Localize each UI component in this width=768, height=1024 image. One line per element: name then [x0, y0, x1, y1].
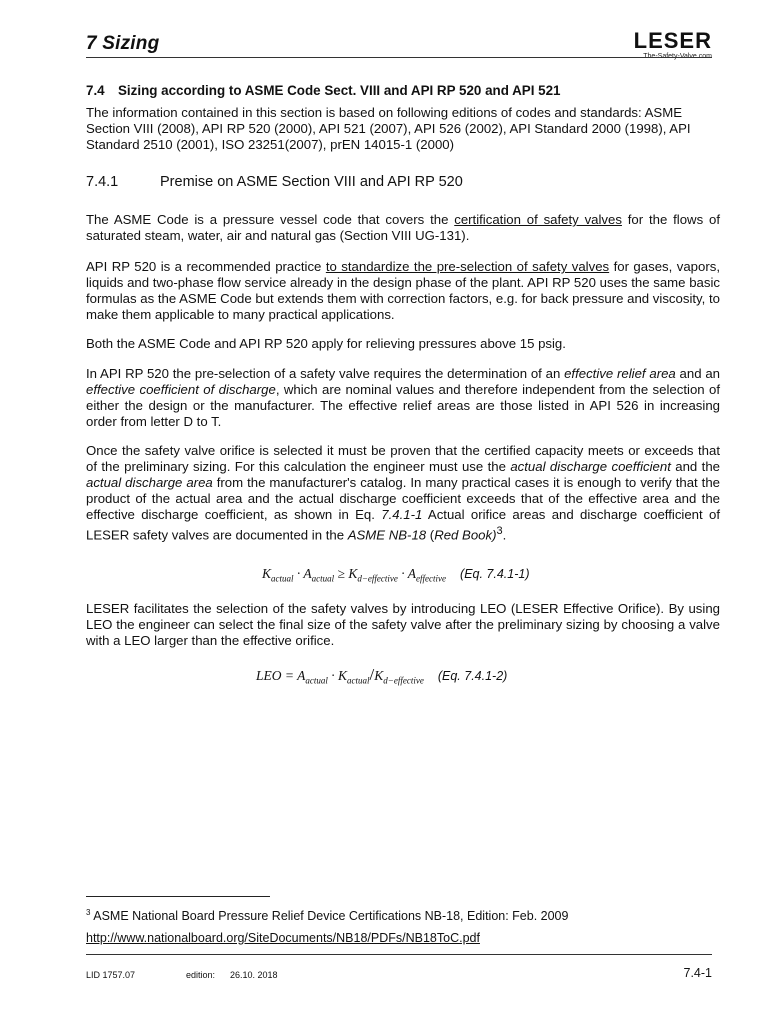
text-run: Once the safety valve orifice is selected it must be proven that the certified capacity meets or exceeds that of the preliminary sizing. For this calculation the engineer must use the — [86, 443, 720, 474]
section-intro: The information contained in this section is based on following editions of codes and standards: ASME Section VIII (2008), API RP 520 (2000), API 521 (2007), API 526 (2002), API Standard 2000 (1998), API Standard 2510 (2001), ISO 23251(2007), prEN 14015-1 (2000) — [86, 105, 691, 152]
footnote-link-row — [86, 931, 480, 945]
eq-symbol: A — [303, 566, 312, 581]
text-run: from the manufacturer's catalog. In many practical cases it is enough to verify that the product of the actual area and the actual discharge coefficient exceeds that of the effective area and the effective discharge coefficient, as shown in Eq. — [86, 475, 721, 522]
eq-operator: / — [369, 665, 375, 684]
text-run: . — [502, 527, 507, 543]
italic-text: effective coefficient of discharge — [86, 382, 276, 397]
footer-divider — [86, 954, 712, 955]
italic-text: actual discharge area — [86, 475, 213, 490]
text-run: , which are nominal values and therefore independent from the selection of either the design or the manufacturer. The effective relief areas are those listed in API 526 in increasing order from letter D to T. — [86, 382, 720, 429]
footnote-body: ASME National Board Pressure Relief Device Certifications NB-18, Edition: Feb. 2009 — [90, 909, 569, 924]
italic-text: actual discharge coefficient — [510, 459, 671, 474]
header-divider — [86, 57, 712, 58]
eq-symbol: LEO — [256, 668, 282, 683]
italic-text: ASME NB-18 — [347, 527, 427, 543]
footnote-number: 3 — [86, 908, 91, 917]
text-run: The ASME Code is a pressure vessel code that covers the — [86, 212, 455, 227]
text-run: In API RP 520 the pre-selection of a safety valve requires the determination of an — [86, 366, 565, 381]
section-title: Sizing according to ASME Code Sect. VIII and API RP 520 and API 521 — [118, 83, 561, 98]
logo-tagline: The-Safety-Valve.com — [643, 53, 712, 60]
text-run: and the — [670, 459, 720, 474]
eq-symbol: K — [262, 566, 272, 581]
equation-7-4-1-2 — [256, 665, 507, 686]
italic-text: Red Book) — [434, 527, 497, 543]
text-run: API RP 520 is a recommended practice — [86, 259, 326, 274]
eq-subscript: d−effective — [383, 675, 424, 686]
section-number: 7.4 — [86, 83, 105, 98]
eq-symbol: A — [407, 566, 417, 581]
text-run: for the flows of saturated steam, water, air and natural gas (Section VIII UG-131). — [86, 212, 720, 243]
eq-operator: ≥ — [334, 566, 349, 581]
eq-symbol: K — [374, 668, 384, 683]
eq-subscript: effective — [416, 573, 447, 584]
paragraph-api-rp-520 — [86, 259, 720, 323]
equation-label: (Eq. 7.4.1-2) — [437, 669, 508, 683]
paragraph-orifice-verification — [86, 443, 720, 543]
subsection-title: Premise on ASME Section VIII and API RP 520 — [160, 174, 463, 190]
paragraph-leo: LESER facilitates the selection of the safety valves by introducing LEO (LESER Effective Orifice). By using LEO the engineer can select the final size of the safety valve after the preliminary sizing by choosing a valve with a LEO larger than the effective orifice. — [86, 601, 720, 648]
equation-label: (Eq. 7.4.1-1) — [460, 567, 530, 581]
subsection-number: 7.4.1 — [86, 174, 119, 190]
eq-subscript: actual — [271, 573, 294, 584]
eq-subscript: d−effective — [357, 573, 398, 584]
eq-operator: · — [327, 668, 339, 683]
footnote-link[interactable]: http://www.nationalboard.org/SiteDocuments/NB18/PDFs/NB18ToC.pdf — [86, 931, 480, 945]
eq-symbol: K — [338, 668, 348, 683]
eq-subscript: actual — [311, 573, 335, 584]
underlined-text: to standardize the pre-selection of safety valves — [325, 259, 610, 274]
document-id: LID 1757.07 — [86, 970, 136, 980]
eq-operator: = — [281, 668, 298, 683]
edition-date: 26.10. 2018 — [230, 970, 278, 980]
italic-text: effective relief area — [564, 366, 676, 381]
eq-subscript: actual — [305, 675, 328, 686]
eq-symbol: A — [297, 668, 306, 683]
footnote-text — [86, 908, 568, 923]
eq-operator: · — [397, 566, 408, 581]
text-run: and an — [675, 366, 721, 381]
underlined-text: certification of safety valves — [454, 212, 622, 227]
eq-operator: · — [293, 566, 304, 581]
italic-text: 7.4.1-1 — [381, 507, 423, 522]
subsection-heading — [86, 174, 463, 190]
text-run: Actual orifice areas and discharge coefficient of LESER safety valves are documented in the — [86, 507, 721, 543]
chapter-title: 7 Sizing — [86, 33, 160, 54]
text-run: for gases, vapors, liquids and two-phase flow service already in the design phase of the plant. API RP 520 uses the same basic formulas as the ASME Code but extends them with correction factors, e.g. for back pressure and viscosity, to make them applicable to many practical applications. — [86, 259, 720, 322]
paragraph-asme-code — [86, 212, 720, 244]
eq-symbol: K — [348, 566, 358, 581]
eq-subscript: actual — [347, 675, 370, 686]
paragraph-relieving-pressure: Both the ASME Code and API RP 520 apply for relieving pressures above 15 psig. — [86, 336, 566, 351]
logo-wordmark: LESER — [633, 28, 712, 53]
footnote-marker: 3 — [496, 525, 503, 537]
edition-label: edition: — [186, 970, 216, 980]
text-run: ( — [426, 527, 435, 543]
equation-7-4-1-1 — [262, 566, 530, 584]
paragraph-preselection — [86, 366, 720, 430]
section-heading — [86, 83, 561, 98]
page-number: 7.4-1 — [683, 966, 712, 980]
footnote-divider — [86, 896, 270, 897]
